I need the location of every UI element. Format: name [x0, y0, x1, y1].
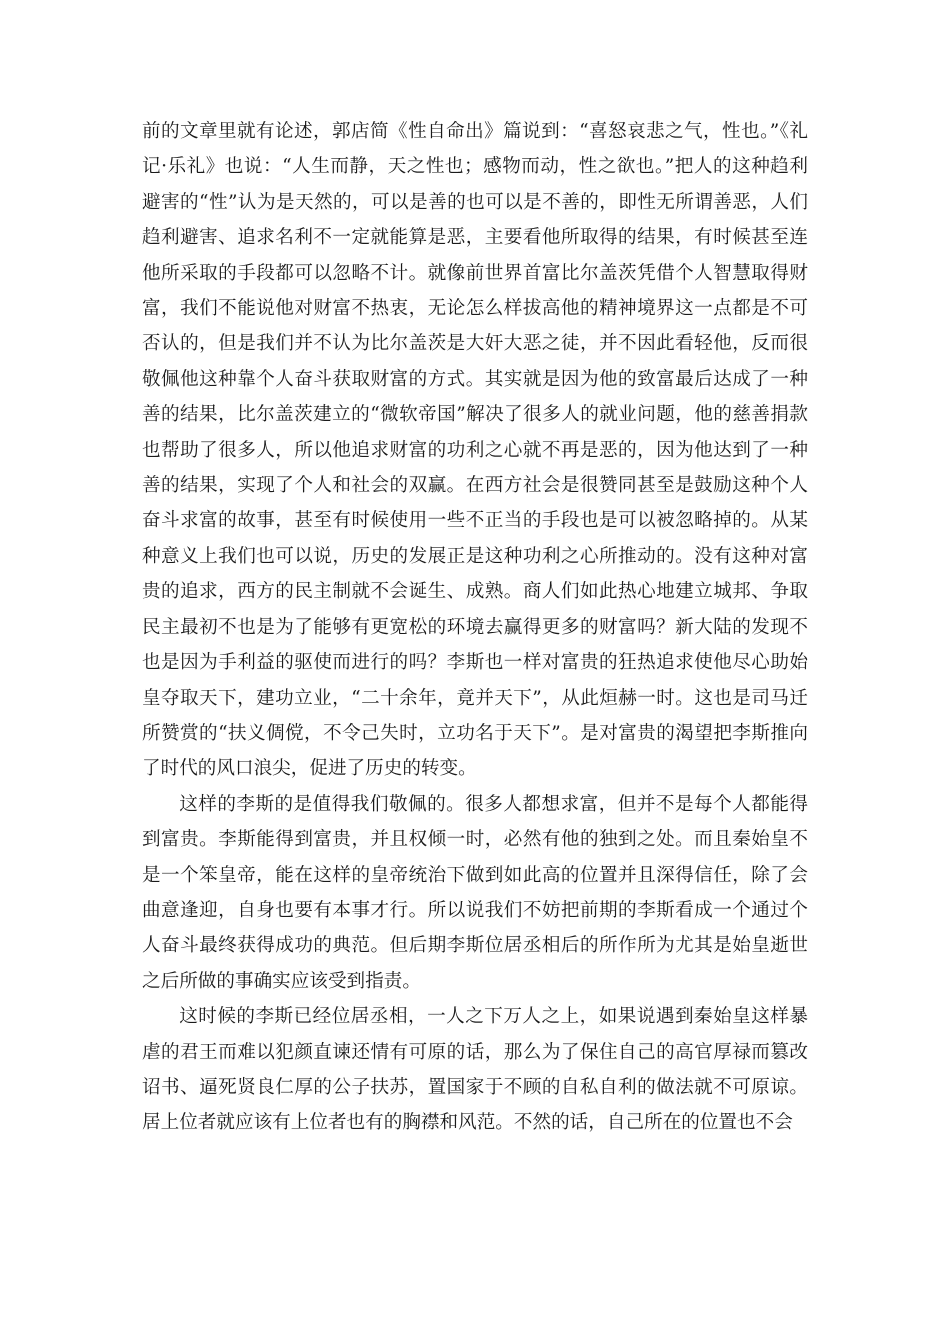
paragraph-3: 这时候的李斯已经位居丞相，一人之下万人之上，如果说遇到秦始皇这样暴虐的君王而难以犯颜直谏还情有可原的话，那么为了保住自己的高官厚禄而篡改诏书、逼死贤良仁厚的公子扶苏，置国家于不顾的自私自利的做法就不可原谅。居上位者就应该有上位者也有的胸襟和风范。不然的话，自己所在的位置也不会 — [142, 1006, 808, 1134]
paragraph-1: 前的文章里就有论述，郭店简《性自命出》篇说到：“喜怒哀悲之气，性也。”《礼记·乐礼》也说：“人生而静，天之性也；感物而动，性之欲也。”把人的这种趋利避害的“性”认为是天然的，可以是善的也可以是不善的，即性无所谓善恶，人们趋利避害、追求名利不一定就能算是恶，主要看他所取得的结果，有时候甚至连他所采取的手段都可以忽略不计。就像前世界首富比尔盖茨凭借个人智慧取得财富，我们不能说他对财富不热衷，无论怎么样拔高他的精神境界这一点都是不可否认的，但是我们并不认为比尔盖茨是大奸大恶之徒，并不因此看轻他，反而很敬佩他这种靠个人奋斗获取财富的方式。其实就是因为他的致富最后达成了一种善的结果，比尔盖茨建立的“微软帝国”解决了很多人的就业问题，他的慈善捐款也帮助了很多人，所以他追求财富的功利之心就不再是恶的，因为他达到了一种善的结果，实现了个人和社会的双赢。在西方社会是很赞同甚至是鼓励这种个人奋斗求富的故事，甚至有时候使用一些不正当的手段也是可以被忽略掉的。从某种意义上我们也可以说，历史的发展正是这种功利之心所推动的。没有这种对富贵的追求，西方的民主制就不会诞生、成熟。商人们如此热心地建立城邦、争取民主最初不也是为了能够有更宽松的环境去赢得更多的财富吗？新大陆的发现不也是因为手利益的驱使而进行的吗？李斯也一样对富贵的狂热追求使他尽心助始皇夺取天下，建功立业，“二十余年，竟并天下”，从此烜赫一时。这也是司马迁所赞赏的“扶义倜傥，不令己失时，立功名于天下”。是对富贵的渴望把李斯推向了时代的风口浪尖，促进了历史的转变。 — [142, 121, 808, 780]
paragraph-2: 这样的李斯的是值得我们敬佩的。很多人都想求富，但并不是每个人都能得到富贵。李斯能得到富贵，并且权倾一时，必然有他的独到之处。而且秦始皇不是一个笨皇帝，能在这样的皇帝统治下做到如此高的位置并且深得信任，除了会曲意逢迎，自身也要有本事才行。所以说我们不妨把前期的李斯看成一个通过个人奋斗最终获得成功的典范。但后期李斯位居丞相后的所作所为尤其是始皇逝世之后所做的事确实应该受到指责。 — [142, 793, 808, 992]
body-text — [142, 114, 808, 1141]
